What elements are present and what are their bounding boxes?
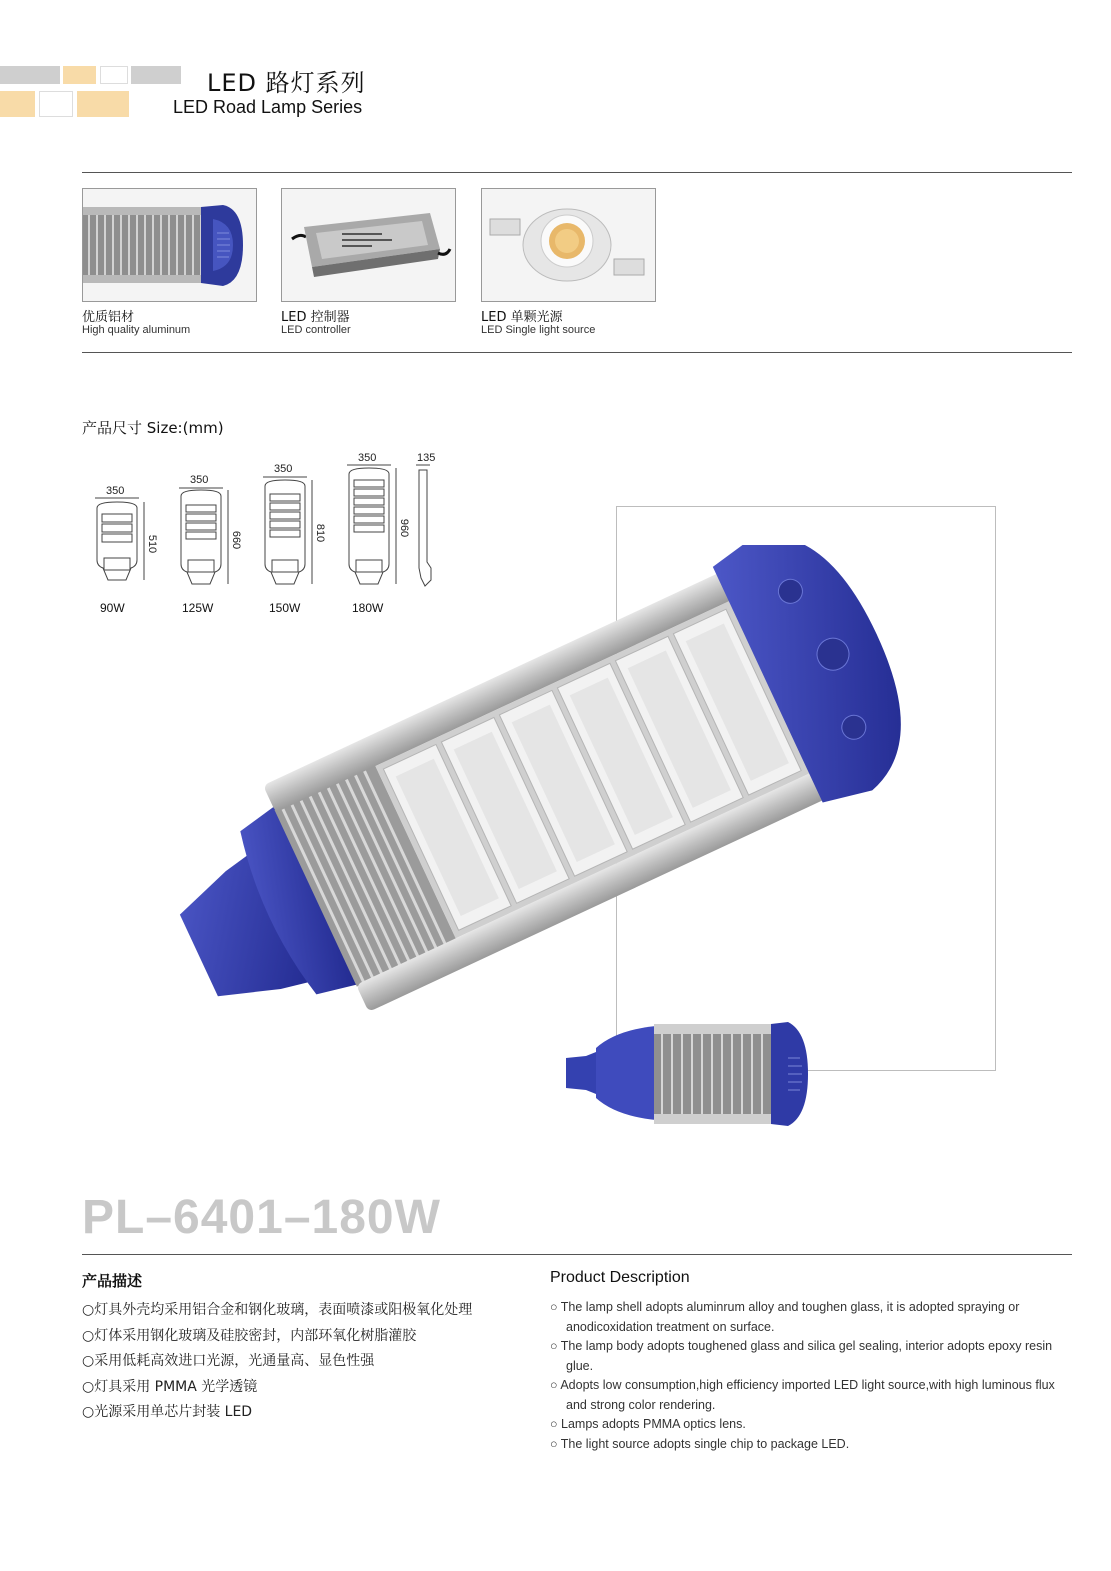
header-block — [39, 91, 73, 117]
list-item: ○灯具采用 PMMA 光学透镜 — [82, 1378, 258, 1395]
header-block — [0, 66, 60, 84]
street-lamp-side-image — [566, 1018, 811, 1128]
feature-caption-cn: LED 控制器 — [281, 310, 350, 325]
list-item: ○灯具外壳均采用铝合金和钢化玻璃，表面喷漆或阳极氧化处理 — [82, 1302, 473, 1318]
page-title-en: LED Road Lamp Series — [173, 97, 363, 117]
street-lamp-image — [150, 545, 910, 1035]
feature-caption-en: LED controller — [281, 324, 351, 336]
divider — [82, 352, 1072, 353]
dim-width: 350 — [106, 485, 125, 497]
dim-depth: 135 — [417, 452, 436, 464]
model-watt: 90W — [100, 601, 125, 615]
divider — [82, 172, 1072, 173]
model-watt: 150W — [269, 601, 301, 615]
dim-width: 350 — [190, 474, 209, 486]
header-block — [100, 66, 128, 84]
feature-image-led-source — [481, 188, 656, 302]
list-item: ○ The lamp shell adopts aluminrum alloy and toughen glass, it is adopted spraying or anodicoxidation treatment on surface. — [550, 1300, 1020, 1334]
page-title-cn: LED 路灯系列 — [207, 69, 366, 97]
list-item: ○光源采用单芯片封装 LED — [82, 1404, 253, 1420]
feature-image-controller — [281, 188, 456, 302]
dim-height: 960 — [398, 518, 411, 538]
description-title-cn: 产品描述 — [82, 1272, 143, 1290]
dim-width: 350 — [358, 452, 377, 464]
size-title: 产品尺寸 Size:(mm) — [82, 419, 224, 437]
list-item: ○灯体采用钢化玻璃及硅胶密封，内部环氧化树脂灌胶 — [82, 1327, 417, 1344]
model-name: PL–6401–180W — [82, 1191, 441, 1244]
list-item: ○采用低耗高效进口光源，光通量高、显色性强 — [82, 1353, 375, 1369]
header-block — [0, 91, 35, 117]
dim-height: 810 — [314, 523, 327, 543]
dim-height: 660 — [230, 530, 243, 550]
dim-width: 350 — [274, 463, 293, 475]
feature-caption-cn: 优质铝材 — [82, 310, 135, 325]
feature-image-aluminum — [82, 188, 257, 302]
description-title-en: Product Description — [550, 1269, 690, 1286]
feature-caption-en: LED Single light source — [481, 324, 596, 336]
header-block — [63, 66, 96, 84]
description-list-cn — [82, 1298, 472, 1426]
feature-caption-en: High quality aluminum — [82, 324, 191, 336]
header-block — [77, 91, 129, 117]
list-item: ○ Adopts low consumption,high efficiency imported LED light source,with high luminous flux and strong color rendering. — [550, 1378, 1055, 1412]
feature-caption-cn: LED 单颗光源 — [481, 310, 563, 325]
header-block — [131, 66, 181, 84]
list-item: ○ The lamp body adopts toughened glass and silica gel sealing, interior adopts epoxy resin glue. — [550, 1339, 1053, 1373]
list-item: ○ The light source adopts single chip to package LED. — [550, 1436, 850, 1451]
description-list-en — [550, 1298, 1070, 1454]
model-watt: 125W — [182, 601, 214, 615]
divider — [82, 1254, 1072, 1255]
dim-height: 510 — [146, 534, 159, 554]
list-item: ○ Lamps adopts PMMA optics lens. — [550, 1417, 746, 1431]
model-watt: 180W — [352, 601, 384, 615]
